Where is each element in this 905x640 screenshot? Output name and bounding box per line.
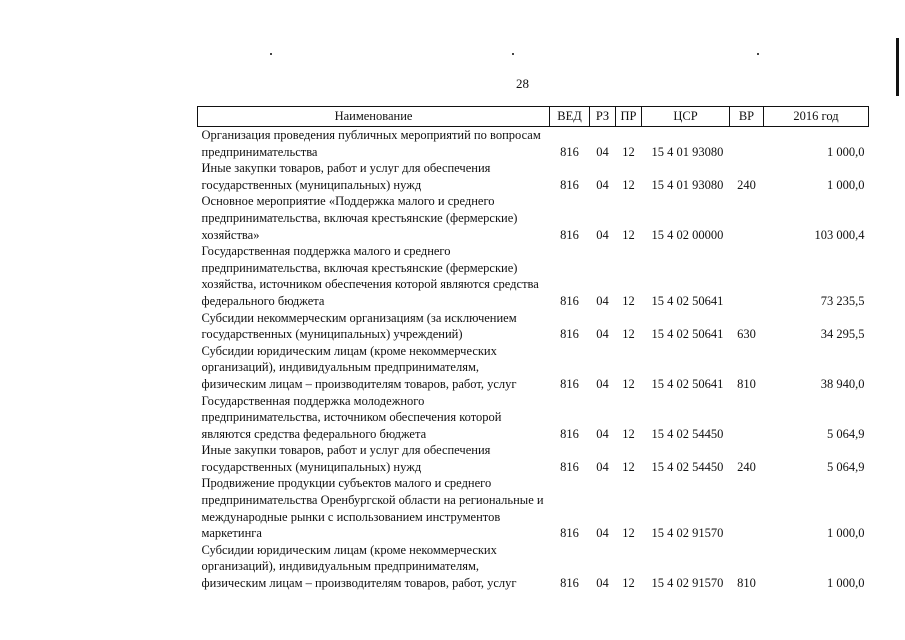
row-ved: 816 xyxy=(560,327,579,342)
row-ved: 816 xyxy=(560,144,579,159)
table-row xyxy=(198,475,869,541)
scan-speck xyxy=(270,53,272,55)
header-pr: ПР xyxy=(616,107,642,127)
header-csr: ЦСР xyxy=(642,107,730,127)
row-amount: 1 000,0 xyxy=(827,526,865,541)
row-csr: 15 4 02 54450 xyxy=(651,459,724,474)
row-rz: 04 xyxy=(596,177,609,192)
row-rz: 04 xyxy=(596,426,609,441)
row-amount: 73 235,5 xyxy=(820,293,865,308)
row-pr: 12 xyxy=(622,526,635,541)
row-vr: 630 xyxy=(737,327,756,342)
row-pr: 12 xyxy=(622,227,635,242)
row-rz: 04 xyxy=(596,293,609,308)
row-vr: 810 xyxy=(737,376,756,391)
row-rz: 04 xyxy=(596,327,609,342)
row-amount: 1 000,0 xyxy=(827,576,865,591)
row-vr: 810 xyxy=(737,576,756,591)
row-csr: 15 4 02 50641 xyxy=(651,376,724,391)
header-ved: ВЕД xyxy=(550,107,590,127)
row-name: Продвижение продукции субъектов малого и среднего предпринимательства Оренбургской области на региональные и международные рынки с использованием инструментов маркетинга xyxy=(201,476,544,541)
header-year: 2016 год xyxy=(764,107,869,127)
row-name: Субсидии юридическим лицам (кроме некоммерческих организаций), индивидуальным предпринимателям, физическим лицам – производителям товаров, работ, услуг xyxy=(201,343,517,391)
row-name: Основное мероприятие «Поддержка малого и среднего предпринимательства, включая крестьянские (фермерские) хозяйства» xyxy=(201,194,518,242)
row-pr: 12 xyxy=(622,576,635,591)
page-number: 28 xyxy=(516,76,529,91)
row-name: Субсидии юридическим лицам (кроме некоммерческих организаций), индивидуальным предпринимателям, физическим лицам – производителям товаров, работ, услуг xyxy=(201,542,517,591)
budget-table xyxy=(197,106,869,592)
row-vr xyxy=(730,475,764,541)
table-row xyxy=(198,243,869,309)
row-pr: 12 xyxy=(622,459,635,474)
table-row xyxy=(198,193,869,243)
row-vr xyxy=(730,193,764,243)
table-header-row xyxy=(198,107,869,127)
row-rz: 04 xyxy=(596,227,609,242)
row-rz: 04 xyxy=(596,576,609,591)
header-name: Наименование xyxy=(198,107,550,127)
row-vr: 240 xyxy=(737,177,756,192)
row-amount: 5 064,9 xyxy=(827,426,865,441)
row-rz: 04 xyxy=(596,144,609,159)
row-name: Иные закупки товаров, работ и услуг для обеспечения государственных (муниципальных) нужд xyxy=(201,161,491,192)
row-vr xyxy=(730,393,764,443)
row-pr: 12 xyxy=(622,293,635,308)
table-row xyxy=(198,160,869,193)
row-pr: 12 xyxy=(622,144,635,159)
table-row xyxy=(198,442,869,475)
row-vr xyxy=(730,243,764,309)
header-rz: РЗ xyxy=(590,107,616,127)
row-name: Иные закупки товаров, работ и услуг для обеспечения государственных (муниципальных) нужд xyxy=(201,443,491,474)
row-pr: 12 xyxy=(622,376,635,391)
row-csr: 15 4 02 91570 xyxy=(651,576,724,591)
row-rz: 04 xyxy=(596,376,609,391)
row-csr: 15 4 02 91570 xyxy=(651,526,724,541)
row-amount: 103 000,4 xyxy=(814,227,865,242)
table-row xyxy=(198,310,869,343)
row-ved: 816 xyxy=(560,576,579,591)
scan-speck xyxy=(512,53,514,55)
row-amount: 1 000,0 xyxy=(827,177,865,192)
row-ved: 816 xyxy=(560,459,579,474)
row-csr: 15 4 02 00000 xyxy=(651,227,724,242)
row-amount: 5 064,9 xyxy=(827,459,865,474)
row-rz: 04 xyxy=(596,459,609,474)
row-pr: 12 xyxy=(622,426,635,441)
table-row xyxy=(198,343,869,393)
row-name: Государственная поддержка молодежного предпринимательства, источником обеспечения которой являются средства федерального бюджета xyxy=(201,393,502,441)
row-rz: 04 xyxy=(596,526,609,541)
row-csr: 15 4 01 93080 xyxy=(651,177,724,192)
row-ved: 816 xyxy=(560,426,579,441)
scan-speck xyxy=(757,53,759,55)
row-csr: 15 4 01 93080 xyxy=(651,144,724,159)
row-vr xyxy=(730,127,764,161)
row-name: Субсидии некоммерческим организациям (за исключением государственных (муниципальных) учреждений) xyxy=(201,310,517,342)
row-vr: 240 xyxy=(737,459,756,474)
row-ved: 816 xyxy=(560,526,579,541)
table-row xyxy=(198,542,869,592)
row-name: Организация проведения публичных мероприятий по вопросам предпринимательства xyxy=(201,128,541,159)
row-csr: 15 4 02 50641 xyxy=(651,293,724,308)
row-amount: 38 940,0 xyxy=(820,376,865,391)
row-name: Государственная поддержка малого и среднего предпринимательства, включая крестьянские (фермерские) хозяйства, источником обеспечения которой являются средства федерального бюджета xyxy=(201,244,539,308)
table-row xyxy=(198,127,869,161)
row-amount: 34 295,5 xyxy=(820,327,865,342)
row-csr: 15 4 02 50641 xyxy=(651,327,724,342)
row-amount: 1 000,0 xyxy=(827,144,865,159)
row-csr: 15 4 02 54450 xyxy=(651,426,724,441)
row-ved: 816 xyxy=(560,177,579,192)
row-ved: 816 xyxy=(560,293,579,308)
row-ved: 816 xyxy=(560,376,579,391)
row-ved: 816 xyxy=(560,227,579,242)
table-row xyxy=(198,393,869,443)
header-vr: ВР xyxy=(730,107,764,127)
row-pr: 12 xyxy=(622,177,635,192)
row-pr: 12 xyxy=(622,327,635,342)
